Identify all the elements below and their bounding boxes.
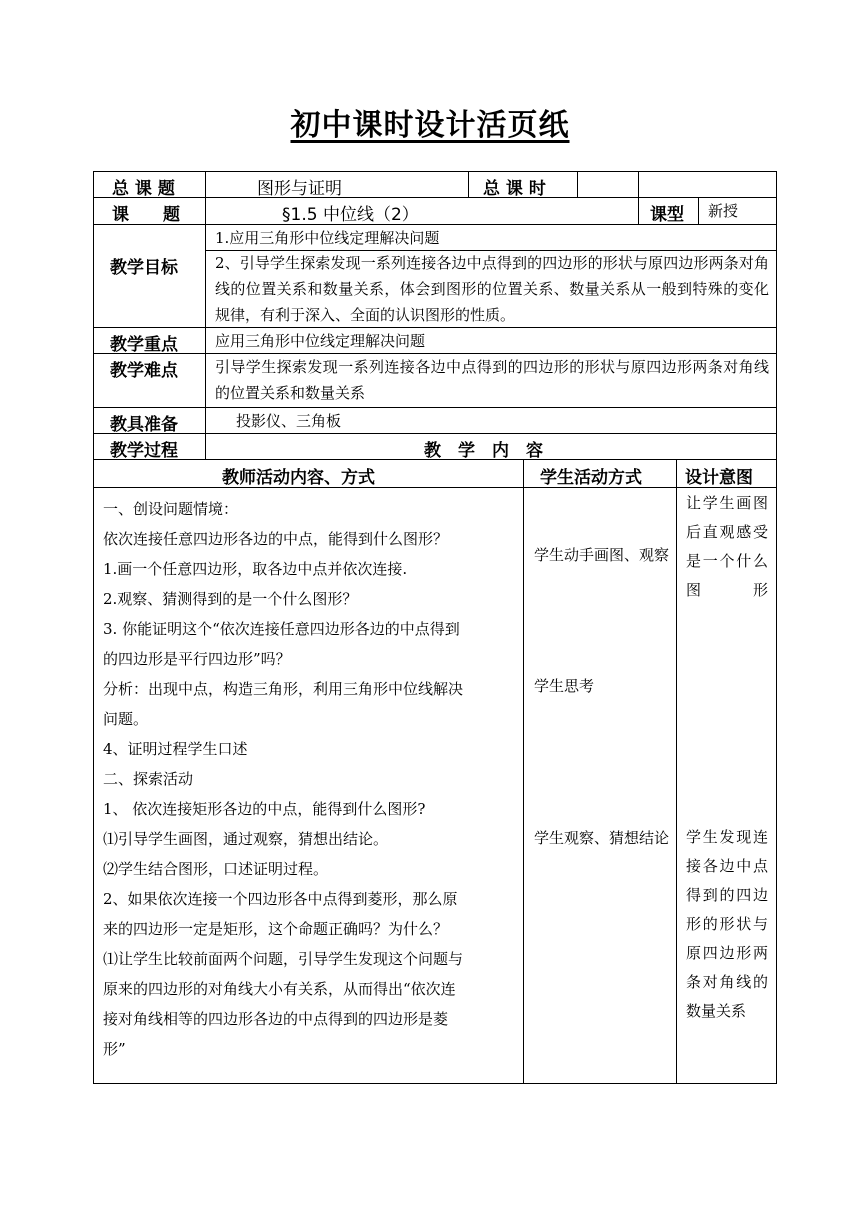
teacher-line: 3. 你能证明这个“依次连接任意四边形各边的中点得到 xyxy=(103,620,460,638)
type-label: 课型 xyxy=(650,205,684,225)
total-hours-label: 总 课 时 xyxy=(483,179,546,199)
goal-item-1: 1.应用三角形中位线定理解决问题 xyxy=(215,229,440,247)
student-column-header: 学生活动方式 xyxy=(540,468,642,488)
teacher-line: ⑴引导学生画图，通过观察，猜想出结论。 xyxy=(103,830,389,848)
key-points-value: 应用三角形中位线定理解决问题 xyxy=(215,332,426,350)
intent-column-header: 设计意图 xyxy=(685,468,753,488)
intent-note: 学生发现连接各边中点得到的四边形的形状与原四边形两条对角线的数量关系 xyxy=(686,828,768,1020)
content-label: 教 学 内 容 xyxy=(424,441,543,461)
student-note: 学生观察、猜想结论 xyxy=(534,829,670,847)
student-note: 学生动手画图、观察 xyxy=(534,546,670,564)
teacher-line: 二、探索活动 xyxy=(103,770,194,788)
teacher-line: ⑵学生结合图形，口述证明过程。 xyxy=(103,860,329,878)
student-note: 学生思考 xyxy=(534,677,595,695)
teacher-line: 2.观察、猜测得到的是一个什么图形？ xyxy=(103,590,358,608)
total-topic-label: 总 课 题 xyxy=(112,179,175,199)
lesson-value: §1.5 中位线（2） xyxy=(282,205,419,225)
goals-label: 教学目标 xyxy=(110,258,178,278)
teacher-line: ⑴让学生比较前面两个问题，引导学生发现这个问题与 xyxy=(103,950,464,968)
teacher-line: 原来的四边形的对角线大小有关系，从而得出“依次连 xyxy=(103,980,456,998)
type-value: 新授 xyxy=(708,202,739,220)
difficulties-value: 引导学生探索发现一系列连接各边中点得到的四边形的形状与原四边形两条对角线的位置关系和数量关系 xyxy=(215,358,769,402)
teacher-line: 的四边形是平行四边形”吗？ xyxy=(103,650,291,668)
lesson-label: 课 题 xyxy=(112,205,180,225)
teacher-line: 1.画一个任意四边形，取各边中点并依次连接. xyxy=(103,560,408,578)
key-points-label: 教学重点 xyxy=(110,335,178,355)
difficulties-label: 教学难点 xyxy=(110,361,178,381)
teacher-line: 形” xyxy=(103,1040,126,1058)
teacher-line: 来的四边形一定是矩形，这个命题正确吗？为什么？ xyxy=(103,920,449,938)
teacher-line: 4、证明过程学生口述 xyxy=(103,740,248,758)
teacher-line: 问题。 xyxy=(103,710,149,728)
intent-note: 让学生画图后直观感受是一个什么图形 xyxy=(686,494,768,599)
tools-label: 教具准备 xyxy=(110,415,178,435)
teacher-activity xyxy=(103,494,521,1064)
tools-value: 投影仪、三角板 xyxy=(236,412,342,430)
teacher-column-header: 教师活动内容、方式 xyxy=(222,468,375,488)
process-label: 教学过程 xyxy=(110,441,178,461)
teacher-line: 依次连接任意四边形各边的中点，能得到什么图形？ xyxy=(103,530,449,548)
teacher-line: 一、创设问题情境： xyxy=(103,500,239,518)
teacher-line: 分析：出现中点，构造三角形，利用三角形中位线解决 xyxy=(103,680,464,698)
total-topic-value: 图形与证明 xyxy=(257,179,342,199)
teacher-line: 2、如果依次连接一个四边形各中点得到菱形，那么原 xyxy=(103,890,458,908)
teacher-line: 接对角线相等的四边形各边的中点得到的四边形是菱 xyxy=(103,1010,449,1028)
teacher-line: 1、 依次连接矩形各边的中点，能得到什么图形? xyxy=(103,800,426,818)
goal-item-2: 2、引导学生探索发现一系列连接各边中点得到的四边形的形状与原四边形两条对角线的位置关系和数量关系，体会到图形的位置关系、数量关系从一般到特殊的变化规律，有利于深入、全面的认识图形的性质。 xyxy=(215,254,769,324)
page-title: 初中课时设计活页纸 xyxy=(290,108,570,143)
